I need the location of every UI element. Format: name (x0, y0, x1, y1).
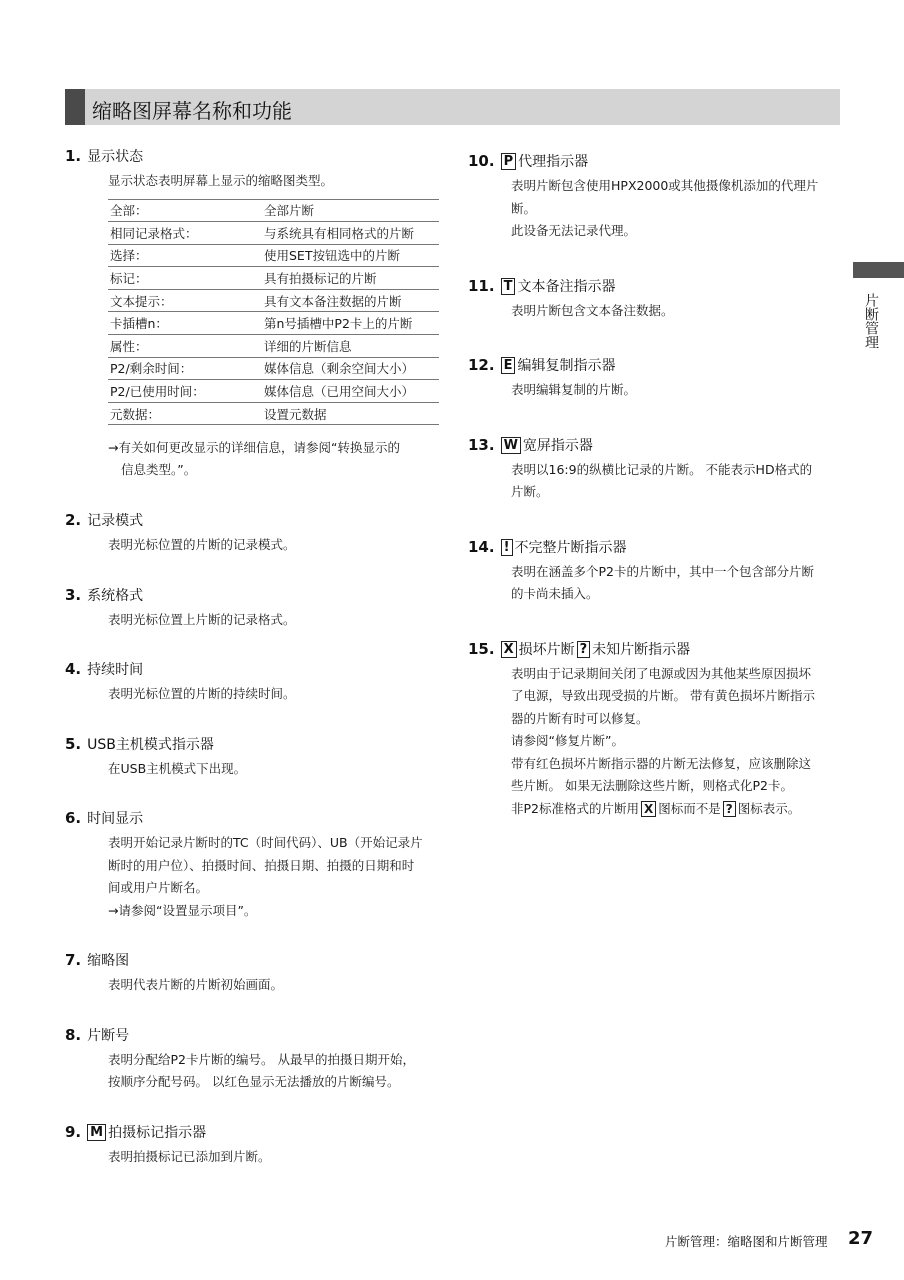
body-line: 按顺序分配号码。 以红色显示无法播放的片断编号。 (108, 1074, 400, 1090)
section-number: 1. (65, 147, 82, 165)
note-line: 信息类型。”。 (121, 462, 197, 478)
defective-clip-icon: X (641, 801, 656, 817)
section-number: 7. (65, 951, 82, 970)
section-4 (65, 659, 445, 706)
section-heading: 片断号 (87, 1027, 130, 1044)
table-cell: 详细的片断信息 (262, 335, 439, 358)
unknown-clip-icon: ? (723, 801, 736, 817)
body-line: 表明代表片断的片断初始画面。 (108, 977, 284, 993)
body-line: 表明光标位置的片断的记录模式。 (108, 537, 296, 553)
section-heading: 编辑复制指示器 (517, 358, 616, 374)
section-title (468, 355, 848, 376)
unknown-clip-icon: ? (577, 641, 591, 658)
section-7 (65, 950, 445, 997)
shot-mark-icon: M (87, 1124, 106, 1141)
section-body (511, 561, 848, 606)
section-body (108, 832, 445, 922)
section-body (108, 758, 445, 781)
cross-reference: →请参阅“设置显示项目”。 (108, 902, 257, 918)
body-line: 的卡尚未插入。 (511, 586, 599, 601)
body-line: 表明分配给P2卡片断的编号。 从最早的拍摄日期开始， (108, 1051, 415, 1067)
table-cell: 媒体信息（已用空间大小） (262, 380, 439, 403)
body-line: 器的片断有时可以修复。 (511, 710, 649, 726)
body-line: 表明编辑复制的片断。 (511, 382, 637, 397)
section-body (108, 534, 445, 557)
note-line: →有关如何更改显示的详细信息，请参阅“转换显示的 (108, 440, 400, 456)
section-number: 6. (65, 809, 82, 828)
section-title (65, 510, 445, 531)
section-heading: 宽屏指示器 (522, 437, 593, 454)
section-heading: 显示状态 (87, 149, 144, 165)
section-2 (65, 510, 445, 557)
table-cell: 具有文本备注数据的片断 (262, 289, 439, 312)
table-row (108, 335, 439, 358)
section-number: 2. (65, 511, 82, 530)
section-number: 5. (65, 734, 82, 753)
section-13 (468, 435, 848, 504)
body-line: 了电源，导致出现受损的片断。 带有黄色损坏片断指示 (511, 688, 815, 703)
table-cell: 标记： (108, 267, 262, 290)
section-title (65, 585, 445, 606)
section-body (108, 974, 445, 997)
table-cell: 与系统具有相同格式的片断 (262, 222, 439, 245)
section-title (65, 1122, 445, 1143)
section-title (65, 146, 445, 167)
section-body (511, 300, 848, 323)
table-cell: 元数据： (108, 402, 262, 425)
widescreen-icon: W (501, 437, 521, 454)
section-heading: 文本备注指示器 (517, 278, 616, 295)
section-body (108, 683, 445, 706)
footer-breadcrumb: 片断管理：缩略图和片断管理 (665, 1234, 828, 1249)
body-line: 表明开始记录片断时的TC（时间代码）、UB（开始记录片 (108, 835, 423, 851)
table-row (108, 312, 439, 335)
section-heading: 缩略图 (87, 953, 130, 970)
table-cell: 卡插槽n： (108, 312, 262, 335)
section-title (65, 808, 445, 829)
section-number: 10. (468, 152, 495, 170)
table-cell: 属性： (108, 335, 262, 358)
body-line: 表明在涵盖多个P2卡的片断中，其中一个包含部分片断 (511, 563, 814, 579)
section-number: 14. (468, 537, 495, 556)
table-cell: 全部： (108, 199, 262, 222)
section-title (468, 276, 848, 297)
text-memo-icon: T (501, 278, 516, 295)
incomplete-clip-icon: ! (501, 539, 513, 556)
chapter-side-label: 片断管理 (863, 293, 879, 349)
table-cell: 具有拍摄标记的片断 (262, 267, 439, 290)
section-heading: 损坏片断 (518, 641, 575, 658)
section-heading: 时间显示 (87, 811, 144, 828)
section-title (468, 537, 848, 558)
section-number: 4. (65, 660, 82, 679)
section-6 (65, 808, 445, 922)
section-heading: 代理指示器 (518, 154, 589, 170)
section-5 (65, 734, 445, 781)
section-body (108, 1146, 445, 1169)
body-line: 表明光标位置的片断的持续时间。 (108, 686, 296, 702)
display-status-table (108, 199, 439, 426)
table-cell: P2/已使用时间： (108, 380, 262, 403)
section-9 (65, 1122, 445, 1169)
section-1 (65, 146, 445, 481)
body-line: 表明以16:9的纵横比记录的片断。 不能表示HD格式的 (511, 461, 813, 477)
section-number: 12. (468, 356, 495, 374)
table-row (108, 289, 439, 312)
section-title (65, 659, 445, 680)
table-cell: 设置元数据 (262, 402, 439, 425)
table-cell: 全部片断 (262, 199, 439, 222)
body-line: 表明片断包含使用HPX2000或其他摄像机添加的代理片 (511, 178, 819, 193)
section-heading: 未知片断指示器 (592, 641, 691, 658)
body-line: 断。 (511, 200, 537, 216)
body-line: 片断。 (511, 484, 549, 499)
section-10 (468, 151, 848, 243)
body-line: 间或用户片断名。 (108, 880, 209, 896)
table-row (108, 402, 439, 425)
section-12 (468, 355, 848, 402)
section-14 (468, 537, 848, 606)
section-number: 15. (468, 639, 495, 658)
table-cell: P2/剩余时间： (108, 357, 262, 380)
section-title (468, 435, 848, 456)
body-line: 在USB主机模式下出现。 (108, 760, 247, 776)
section-body (108, 170, 445, 193)
section-title (468, 639, 848, 660)
section-heading: USB主机模式指示器 (87, 736, 214, 753)
section-number: 11. (468, 276, 495, 295)
table-cell: 文本提示： (108, 289, 262, 312)
body-line: 表明由于记录期间关闭了电源或因为其他某些原因损坏 (511, 665, 812, 681)
section-heading: 不完整片断指示器 (514, 539, 627, 556)
proxy-icon: P (501, 153, 517, 170)
body-line: 断时的用户位）、拍摄时间、拍摄日期、拍摄的日期和时 (108, 857, 415, 873)
chapter-tab-marker (853, 262, 904, 278)
body-text: 非P2标准格式的片断用 (511, 800, 639, 816)
section-heading: 记录模式 (87, 513, 144, 530)
body-line: 显示状态表明屏幕上显示的缩略图类型。 (108, 173, 334, 188)
table-cell: 选择： (108, 244, 262, 267)
page-number: 27 (848, 1228, 874, 1249)
page-title: 缩略图屏幕名称和功能 (92, 99, 292, 123)
body-line: 此设备无法记录代理。 (511, 223, 637, 238)
edit-copy-icon: E (501, 357, 516, 374)
section-number: 3. (65, 585, 82, 604)
table-row (108, 380, 439, 403)
section-title (65, 734, 445, 755)
section-heading: 拍摄标记指示器 (108, 1124, 207, 1141)
section-11 (468, 276, 848, 323)
body-text: 图标表示。 (737, 800, 801, 816)
section-number: 13. (468, 435, 495, 454)
body-line: 表明光标位置上片断的记录格式。 (108, 611, 296, 627)
table-row (108, 199, 439, 222)
body-line (511, 798, 848, 821)
section-number: 9. (65, 1122, 82, 1141)
table-cell: 第n号插槽中P2卡上的片断 (262, 312, 439, 335)
right-column (468, 151, 848, 820)
table-cell: 相同记录格式： (108, 222, 262, 245)
table-note (108, 437, 445, 481)
section-heading: 系统格式 (87, 587, 144, 604)
table-cell: 媒体信息（剩余空间大小） (262, 357, 439, 380)
table-row (108, 222, 439, 245)
section-body (511, 459, 848, 504)
body-line: 表明拍摄标记已添加到片断。 (108, 1148, 271, 1164)
cross-reference: 请参阅“修复片断”。 (511, 733, 624, 748)
table-cell: 使用SET按钮选中的片断 (262, 244, 439, 267)
table-row (108, 267, 439, 290)
body-line: 些片断。 如果无法删除这些片断，则格式化P2卡。 (511, 778, 793, 793)
body-text: 图标而不是 (658, 800, 721, 816)
section-body (108, 1049, 445, 1094)
left-column (65, 146, 445, 1168)
section-3 (65, 585, 445, 632)
section-heading: 持续时间 (87, 662, 144, 679)
section-15 (468, 639, 848, 821)
body-line: 带有红色损坏片断指示器的片断无法修复，应该删除这 (511, 755, 812, 771)
section-title (65, 1025, 445, 1046)
table-row (108, 244, 439, 267)
section-body (108, 609, 445, 632)
section-title (65, 950, 445, 971)
body-line: 表明片断包含文本备注数据。 (511, 302, 674, 318)
header-accent (65, 89, 85, 125)
section-8 (65, 1025, 445, 1094)
table-row (108, 357, 439, 380)
section-body (511, 379, 848, 402)
section-number: 8. (65, 1025, 82, 1044)
defective-clip-icon: X (501, 641, 517, 658)
section-body (511, 175, 848, 243)
section-body (511, 663, 848, 821)
section-header-bar (65, 89, 840, 125)
section-title (468, 151, 848, 172)
